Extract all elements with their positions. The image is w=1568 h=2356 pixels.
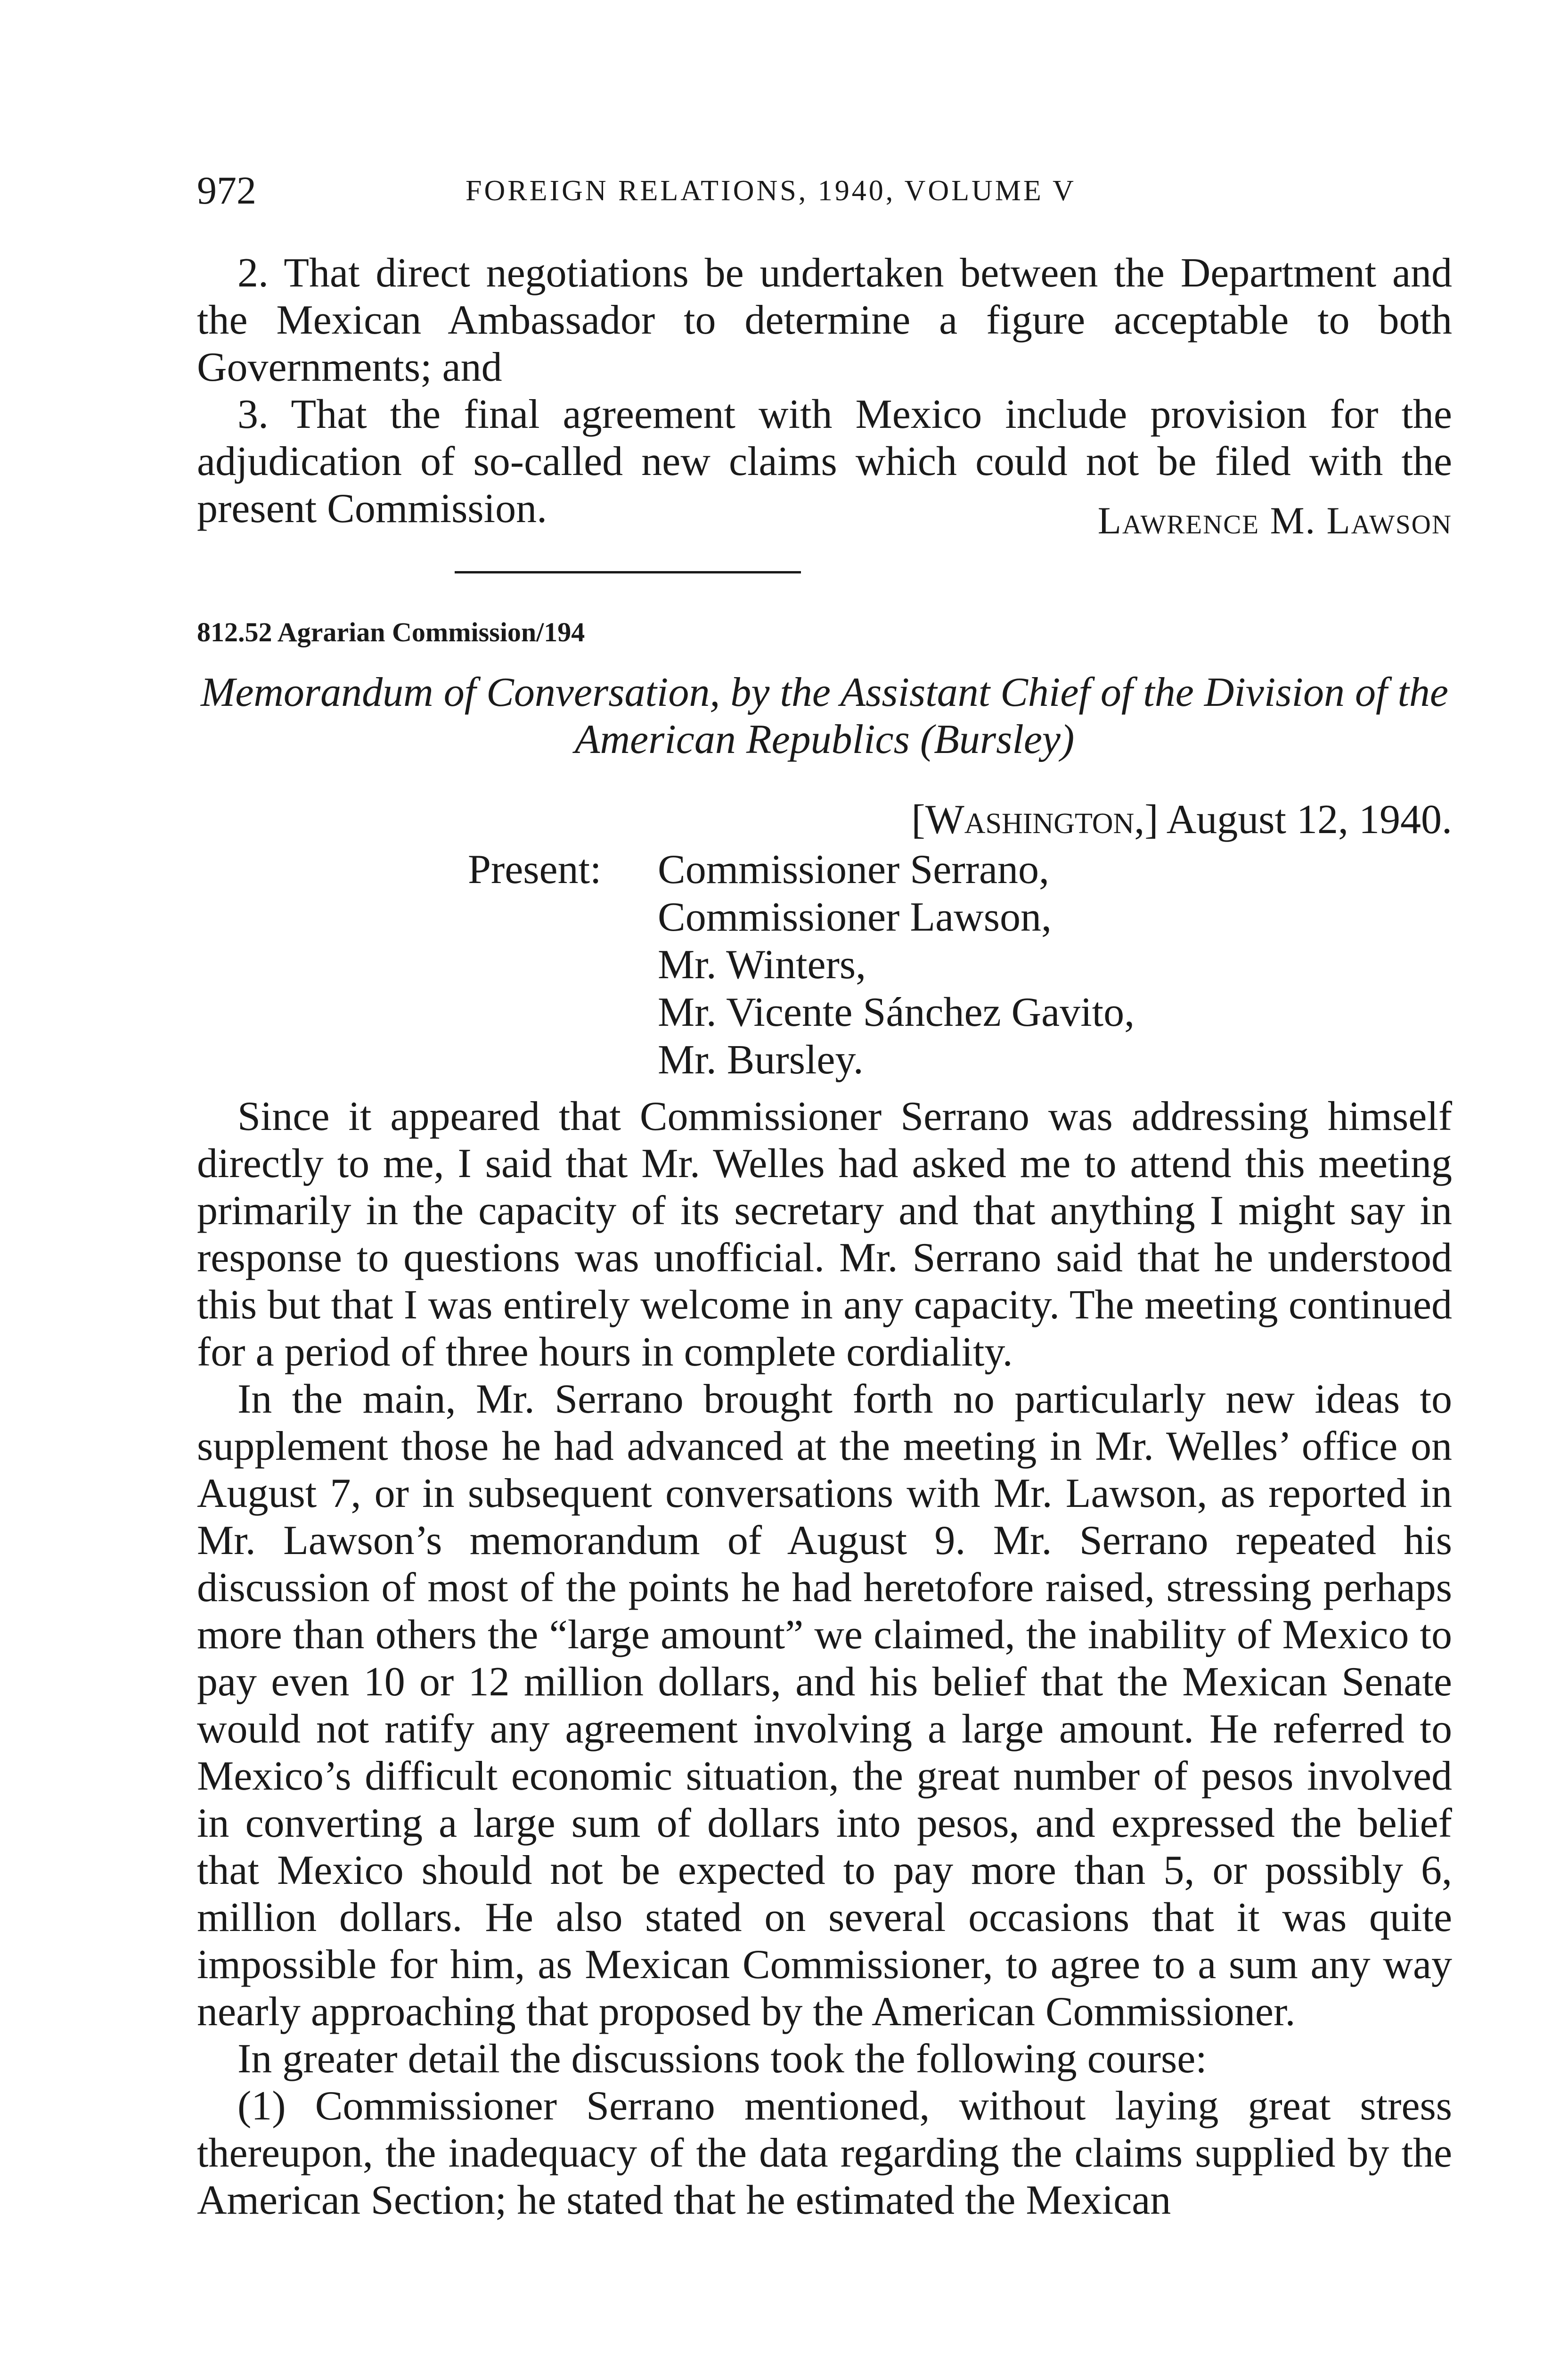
present-label: Present: [468,847,602,892]
body-paragraph: Since it appeared that Commissioner Serrano was addressing himself directly to me, I said that Mr. Welles had asked me to attend this meeting primarily in the capacity of its secretary and that anything I might say in response to questions was unofficial. Mr. Serrano said that he understood this but that I was entirely welcome in any capacity. The meeting continued for a period of three hours in complete cordiality. [197,1094,1452,1375]
numbered-recommendation: 2. That direct negotiations be undertaken between the Department and the Mexican Ambassador to determine a figure acceptable to both Governments; and [197,250,1452,390]
document-title: Memorandum of Conversation, by the Assistant Chief of the Division of the American Republics (Bursley) [201,670,1448,762]
attendee: Mr. Winters, [658,942,866,988]
body-paragraph: (1) Commissioner Serrano mentioned, without laying great stress thereupon, the inadequacy of the data regarding the claims supplied by the American Section; he stated that he estimated the Mexican [197,2083,1452,2223]
dateline-place: [Washington,] [911,797,1159,843]
attendee: Mr. Vicente Sánchez Gavito, [658,990,1135,1035]
signature: Lawrence M. Lawson [1097,499,1452,542]
dateline-date: August 12, 1940. [1166,797,1452,843]
page-number: 972 [197,169,256,213]
memorandum [197,0,1452,2356]
memorandum-body [197,1093,1452,2224]
numbered-recommendation: 3. That the final agreement with Mexico include provision for the adjudication of so-called new claims which could not be filed with the present Commission. [197,392,1452,532]
file-reference: 812.52 Agrarian Commission/194 [197,617,585,647]
attendee: Commissioner Lawson, [658,894,1052,940]
attendee: Mr. Bursley. [658,1037,864,1083]
attendee-list [658,846,1412,1084]
body-paragraph: In the main, Mr. Serrano brought forth no particularly new ideas to supplement those he had advanced at the meeting in Mr. Welles’ office on August 7, or in subsequent conversations with Mr. Lawson, as reported in Mr. Lawson’s memorandum of August 9. Mr. Serrano repeated his discussion of most of the points he had heretofore raised, stressing perhaps more than others the “large amount” we claimed, the inability of Mexico to pay even 10 or 12 million dollars, and his belief that the Mexican Senate would not ratify any agreement involving a large amount. He referred to Mexico’s difficult economic situation, the great number of pesos involved in converting a large sum of dollars into pesos, and expressed the belief that Mexico should not be expected to pay more than 5, or possibly 6, million dollars. He also stated on several occasions that it was quite impossible for him, as Mexican Commissioner, to agree to a sum any way nearly approaching that proposed by the American Commissioner. [197,1376,1452,2035]
body-paragraph: In greater detail the discussions took the following course: [237,2036,1207,2082]
dateline [911,796,1452,843]
running-title: FOREIGN RELATIONS, 1940, VOLUME V [466,175,1076,207]
attendee: Commissioner Serrano, [658,847,1050,892]
